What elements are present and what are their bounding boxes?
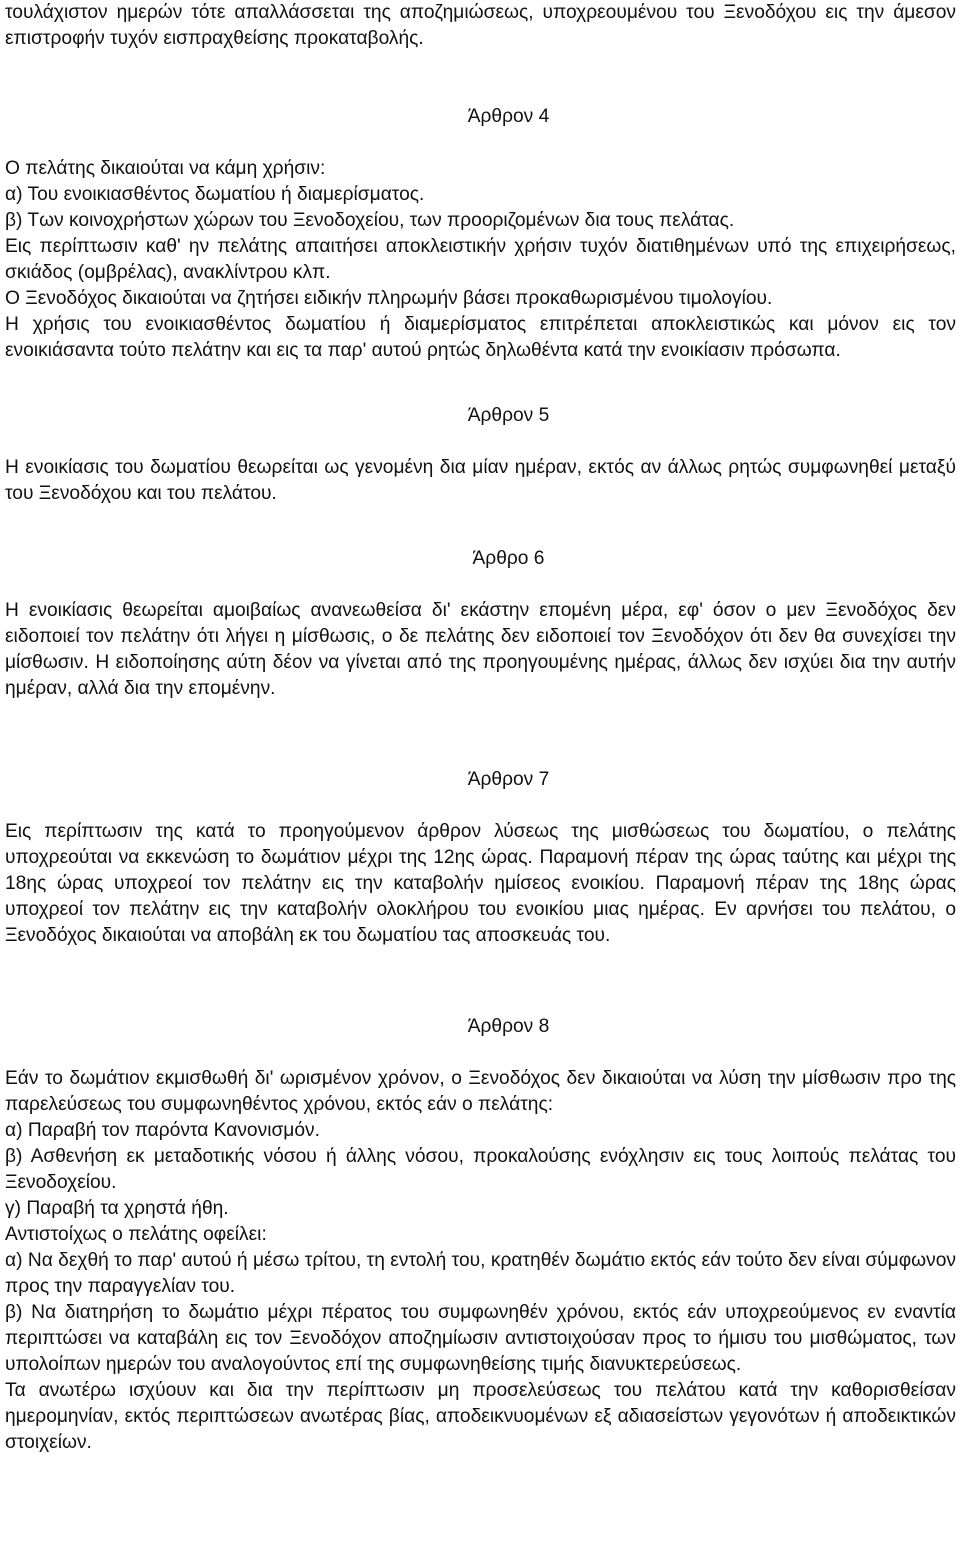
article-5-heading: Άρθρον 5	[467, 405, 550, 426]
article-8-paragraph: β) Να διατηρήση το δωμάτιο μέχρι πέρατος του συμφωνηθέν χρόνου, εκτός εάν υποχρεούμενος εν εναντία περιπτώσει να καταβάλη εις τον Ξενοδόχον αποζημίωσιν αντιστοιχούσαν προς το ήμισυ του μισθώματος, των υπολοίπων ημερών του αναλογούντος επί της συμφωνηθείσης τιμής διανυκτερεύσεως.	[5, 1302, 956, 1375]
article-4-paragraph: α) Του ενοικιασθέντος δωματίου ή διαμερίσματος.	[5, 184, 425, 205]
article-8-paragraph: β) Ασθενήση εκ μεταδοτικής νόσου ή άλλης νόσου, προκαλούσης ενόχλησιν εις τους λοιπούς πελάτας του Ξενοδοχείου.	[5, 1146, 956, 1193]
article-8-paragraph: α) Παραβή τον παρόντα Κανονισμόν.	[5, 1120, 320, 1141]
article-8-paragraph: Αντιστοίχως ο πελάτης οφείλει:	[5, 1224, 267, 1245]
spacer	[5, 793, 956, 819]
article-8-paragraph: Εάν το δωμάτιον εκμισθωθή δι' ωρισμένον χρόνον, ο Ξενοδόχος δεν δικαιούται να λύση την μίσθωσιν προ της παρελεύσεως του συμφωνηθέντος χρόνου, εκτός εάν ο πελάτης:	[5, 1068, 956, 1115]
article-5-paragraph: Η ενοικίασις του δωματίου θεωρείται ως γενομένη δια μίαν ημέραν, εκτός αν άλλως ρητώς συμφωνηθεί μεταξύ του Ξενοδόχου και του πελάτου.	[5, 457, 956, 504]
article-8-paragraph: Τα ανωτέρω ισχύουν και δια την περίπτωσιν μη προσελεύσεως του πελάτου κατά την καθορισθείσαν ημερομηνίαν, εκτός περιπτώσεων ανωτέρας βίας, αποδεικνυομένων εξ αδιασείστων γεγονότων ή αποδεικτικών στοιχείων.	[5, 1380, 956, 1453]
spacer	[5, 507, 956, 546]
spacer	[5, 364, 956, 403]
article-4-paragraph: β) Των κοινοχρήστων χώρων του Ξενοδοχείου, των προοριζομένων δια τους πελάτας.	[5, 210, 735, 231]
spacer	[5, 52, 956, 104]
article-8-heading: Άρθρον 8	[467, 1016, 550, 1037]
spacer	[5, 429, 956, 455]
article-4-heading: Άρθρον 4	[467, 106, 550, 127]
article-4-paragraph: Ο Ξενοδόχος δικαιούται να ζητήσει ειδικήν πληρωμήν βάσει προκαθωρισμένου τιμολογίου.	[5, 288, 773, 309]
article-4-paragraph: Ο πελάτης δικαιούται να κάμη χρήσιν:	[5, 158, 326, 179]
article-6-heading: Άρθρο 6	[472, 548, 545, 569]
spacer	[5, 130, 956, 156]
spacer	[5, 1040, 956, 1066]
document-page	[5, 0, 956, 1456]
article-6-paragraph: Η ενοικίασις θεωρείται αμοιβαίως ανανεωθείσα δι' εκάστην επομένη μέρα, εφ' όσον ο μεν Ξενοδόχος δεν ειδοποιεί τον πελάτην ότι λήγει η μίσθωσις, ο δε πελάτης δεν ειδοποιεί τον Ξενοδόχον ότι δεν θα συνεχίσει την μίσθωσιν. Η ειδοποίησης αύτη δέον να γίνεται από της προηγουμένης ημέρας, άλλως δεν ισχύει δια την αυτήν ημέραν, αλλά δια την επομένην.	[5, 600, 956, 699]
intro-paragraph: τουλάχιστον ημερών τότε απαλλάσσεται της αποζημιώσεως, υποχρεουμένου του Ξενοδόχου εις την άμεσον επιστροφήν τυχόν εισπραχθείσης προκαταβολής.	[5, 2, 956, 49]
article-7-heading: Άρθρον 7	[467, 769, 550, 790]
article-8-paragraph: γ) Παραβή τα χρηστά ήθη.	[5, 1198, 229, 1219]
spacer	[5, 949, 956, 1014]
article-4-paragraph: Εις περίπτωσιν καθ' ην πελάτης απαιτήσει αποκλειστικήν χρήσιν τυχόν διατιθημένων υπό της επιχειρήσεως, σκιάδος (ομβρέλας), ανακλίντρου κλπ.	[5, 236, 956, 283]
article-8-paragraph: α) Να δεχθή το παρ' αυτού ή μέσω τρίτου, τη εντολή του, κρατηθέν δωμάτιο εκτός εάν τούτο δεν είναι σύμφωνον προς την παραγγελίαν του.	[5, 1250, 956, 1297]
article-7-paragraph: Εις περίπτωσιν της κατά το προηγούμενον άρθρον λύσεως της μισθώσεως του δωματίου, ο πελάτης υποχρεούται να εκκενώση το δωμάτιον μέχρι της 12ης ώρας. Παραμονή πέραν της ώρας ταύτης και μέχρι της 18ης ώρας υποχρεοί τον πελάτην εις την καταβολήν ημίσεος ενοικίου. Παραμονή πέραν της 18ης ώρας υποχρεοί τον πελάτην εις την καταβολήν ολοκλήρου του ενοικίου μιας ημέρας. Εν αρνήσει του πελάτου, ο Ξενοδόχος δικαιούται να αποβάλη εκ του δωματίου τας αποσκευάς του.	[5, 821, 956, 946]
spacer	[5, 572, 956, 598]
spacer	[5, 702, 956, 767]
article-4-paragraph: Η χρήσις του ενοικιασθέντος δωματίου ή διαμερίσματος επιτρέπεται αποκλειστικώς και μόνον εις τον ενοικιάσαντα τούτο πελάτην και εις τα παρ' αυτού ρητώς δηλωθέντα κατά την ενοικίασιν πρόσωπα.	[5, 314, 956, 361]
